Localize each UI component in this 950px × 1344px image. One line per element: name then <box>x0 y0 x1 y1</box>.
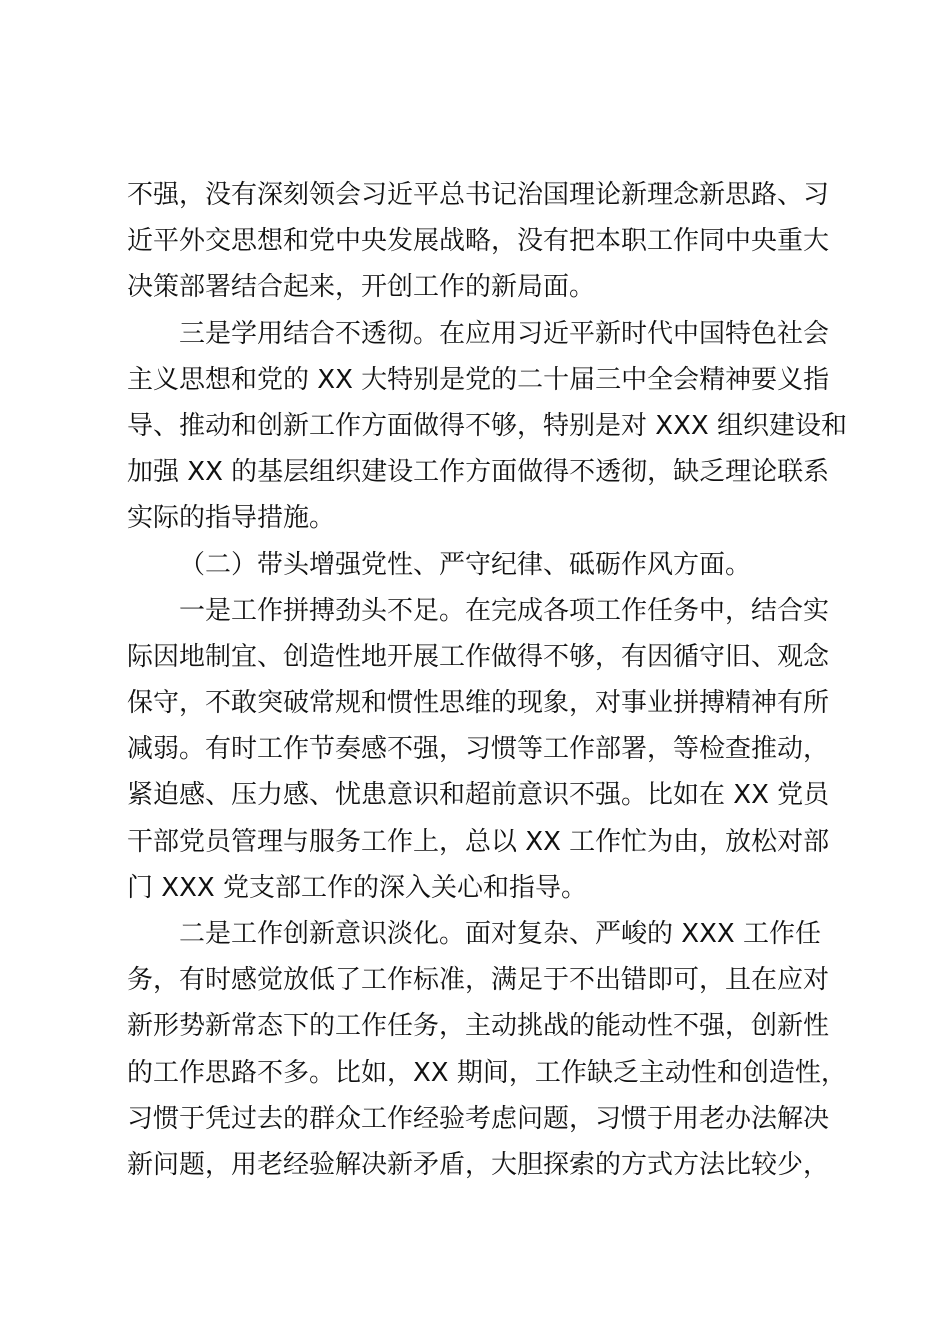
text-line: 新问题，用老经验解决新矛盾，大胆探索的方式方法比较少， <box>127 1149 830 1180</box>
text-line: 导、推动和创新工作方面做得不够，特别是对 XXX 组织建设和 <box>127 410 847 441</box>
text-line: 习惯于凭过去的群众工作经验考虑问题，习惯于用老办法解决 <box>127 1103 830 1134</box>
text-line: 新形势新常态下的工作任务，主动挑战的能动性不强，创新性 <box>127 1011 830 1042</box>
text-line: 保守，不敢突破常规和惯性思维的现象，对事业拼搏精神有所 <box>127 688 830 719</box>
text-line: 决策部署结合起来，开创工作的新局面。 <box>127 272 596 303</box>
document-body <box>127 172 847 1188</box>
text-line: 干部党员管理与服务工作上，总以 XX 工作忙为由，放松对部 <box>127 826 830 857</box>
text-line: 减弱。有时工作节奏感不强，习惯等工作部署，等检查推动， <box>127 734 830 765</box>
text-line: 的工作思路不多。比如，XX 期间，工作缺乏主动性和创造性， <box>127 1057 847 1088</box>
text-line: 近平外交思想和党中央发展战略，没有把本职工作同中央重大 <box>127 226 830 257</box>
paragraph-first-line: 一是工作拼搏劲头不足。在完成各项工作任务中，结合实 <box>179 595 830 626</box>
text-line: 紧迫感、压力感、忧患意识和超前意识不强。比如在 XX 党员 <box>127 780 830 811</box>
text-line: 务，有时感觉放低了工作标准，满足于不出错即可，且在应对 <box>127 965 830 996</box>
text-line: 不强，没有深刻领会习近平总书记治国理论新理念新思路、习 <box>127 180 830 210</box>
text-line: 实际的指导措施。 <box>127 503 336 534</box>
paragraph-first-line: 二是工作创新意识淡化。面对复杂、严峻的 XXX 工作任 <box>179 919 821 949</box>
text-line: 主义思想和党的 XX 大特别是党的二十届三中全会精神要义指 <box>127 364 830 395</box>
text-line: 加强 XX 的基层组织建设工作方面做得不透彻，缺乏理论联系 <box>127 457 830 488</box>
paragraph-first-line: 三是学用结合不透彻。在应用习近平新时代中国特色社会 <box>179 318 830 349</box>
text-line: 际因地制宜、创造性地开展工作做得不够，有因循守旧、观念 <box>127 641 830 672</box>
text-line: 门 XXX 党支部工作的深入关心和指导。 <box>127 872 587 903</box>
section-heading: （二）带头增强党性、严守纪律、砥砺作风方面。 <box>179 549 752 580</box>
